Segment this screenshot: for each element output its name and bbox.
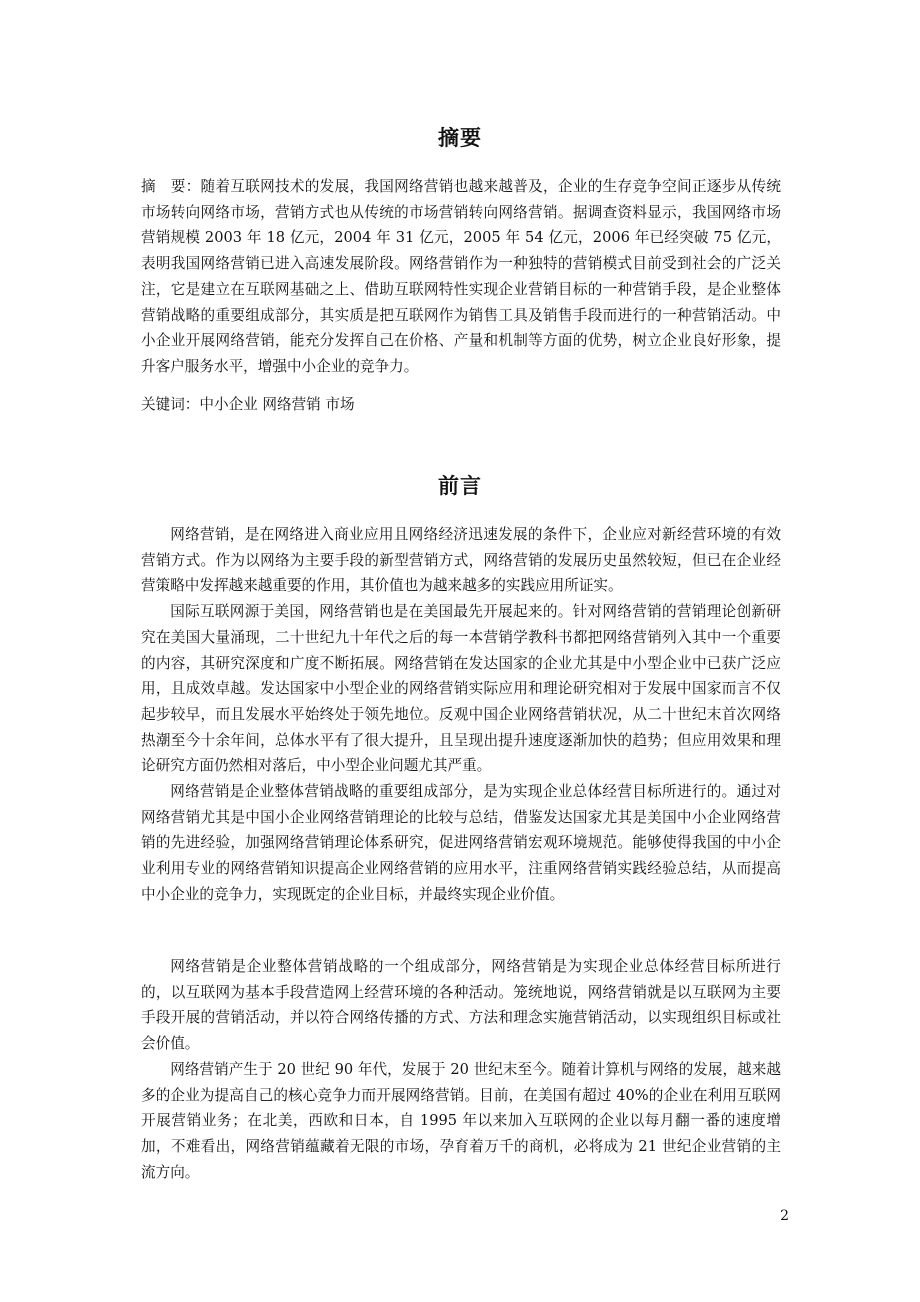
preface-section-upper [141, 522, 781, 908]
keywords-line: 关键词：中小企业 网络营销 市场 [141, 396, 355, 413]
preface-paragraph: 网络营销产生于 20 世纪 90 年代，发展于 20 世纪末至今。随着计算机与网络的发展，越来越多的企业为提高自己的核心竞争力而开展网络营销。目前，在美国有超过 40%的企业在利用互联网开展营销业务；在北美，西欧和日本，自 1995 年以来加入互联网的企业以每月翻一番的速度增加，不难看出，网络营销蕴藏着无限的市场，孕育着万千的商机，必将成为 21 世纪企业营销的主流方向。 [141, 1060, 781, 1181]
preface-paragraph: 网络营销是企业整体营销战略的重要组成部分，是为实现企业总体经营目标所进行的。通过对网络营销尤其是中国小企业网络营销理论的比较与总结，借鉴发达国家尤其是美国中小企业网络营销的先进经验，加强网络营销理论体系研究，促进网络营销宏观环境规范。能够使得我国的中小企业利用专业的网络营销知识提高企业网络营销的应用水平，注重网络营销实践经验总结，从而提高中小企业的竞争力，实现既定的企业目标，并最终实现企业价值。 [141, 783, 781, 903]
abstract-heading: 摘要 [438, 126, 482, 150]
preface-paragraph: 网络营销，是在网络进入商业应用且网络经济迅速发展的条件下，企业应对新经营环境的有效营销方式。作为以网络为主要手段的新型营销方式，网络营销的发展历史虽然较短，但已在企业经营策略中发挥越来越重要的作用，其价值也为越来越多的实践应用所证实。 [141, 526, 781, 595]
preface-heading: 前言 [438, 474, 482, 498]
preface-paragraph: 国际互联网源于美国，网络营销也是在美国最先开展起来的。针对网络营销的营销理论创新研究在美国大量涌现，二十世纪九十年代之后的每一本营销学教科书都把网络营销列入其中一个重要的内容，其研究深度和广度不断拓展。网络营销在发达国家的企业尤其是中小型企业中已获广泛应用，且成效卓越。发达国家中小型企业的网络营销实际应用和理论研究相对于发展中国家而言不仅起步较早，而且发展水平始终处于领先地位。反观中国企业网络营销状况，从二十世纪末首次网络热潮至今十余年间，总体水平有了很大提升，且呈现出提升速度逐渐加快的趋势；但应用效果和理论研究方面仍然相对落后，中小型企业问题尤其严重。 [141, 603, 781, 775]
keywords-block [141, 392, 781, 418]
preface-section-lower [141, 954, 781, 1185]
preface-paragraph: 网络营销是企业整体营销战略的一个组成部分，网络营销是为实现企业总体经营目标所进行的，以互联网为基本手段营造网上经营环境的各种活动。笼统地说，网络营销就是以互联网为主要手段开展的营销活动，并以符合网络传播的方式、方法和理念实施营销活动，以实现组织目标或社会价值。 [141, 958, 781, 1053]
page-number: 2 [780, 1208, 789, 1224]
abstract-block [141, 174, 781, 380]
abstract-body: 摘 要：随着互联网技术的发展，我国网络营销也越来越普及，企业的生存竞争空间正逐步从传统市场转向网络市场，营销方式也从传统的市场营销转向网络营销。据调查资料显示，我国网络市场营销规模 2003 年 18 亿元，2004 年 31 亿元，2005 年 54 亿元，2006 年已经突破 75 亿元，表明我国网络营销已进入高速发展阶段。网络营销作为一种独特的营销模式目前受到社会的广泛关注，它是建立在互联网基础之上、借助互联网特性实现企业营销目标的一种营销手段，是企业整体营销战略的重要组成部分，其实质是把互联网作为销售工具及销售手段而进行的一种营销活动。中小企业开展网络营销，能充分发挥自己在价格、产量和机制等方面的优势，树立企业良好形象，提升客户服务水平，增强中小企业的竞争力。 [141, 178, 781, 375]
